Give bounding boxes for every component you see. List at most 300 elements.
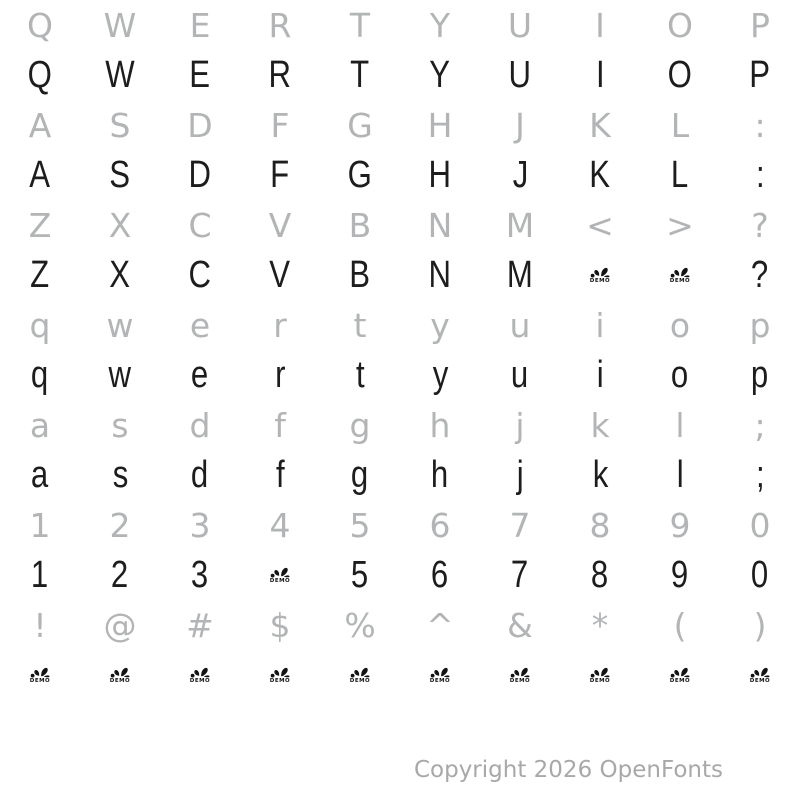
demo-label: DEMO <box>589 677 611 684</box>
demo-font-glyph-row <box>0 250 800 300</box>
glyph-cell <box>240 0 320 50</box>
glyph-char: d <box>189 405 211 445</box>
glyph-char: e <box>191 354 209 396</box>
glyph-cell <box>320 100 400 150</box>
glyph-cell <box>0 350 80 400</box>
glyph-char: L <box>671 154 689 196</box>
demo-ornament-icon <box>270 666 291 678</box>
glyph-cell <box>560 50 640 100</box>
glyph-cell <box>240 250 320 300</box>
glyph-cell <box>0 650 80 700</box>
demo-ornament-icon <box>670 666 691 678</box>
demo-placeholder-glyph <box>430 666 451 685</box>
glyph-char: Z <box>28 205 52 245</box>
glyph-char: 3 <box>191 554 209 596</box>
glyph-char: O <box>667 5 693 45</box>
glyph-cell <box>320 250 400 300</box>
glyph-char: % <box>344 605 376 645</box>
glyph-cell <box>80 250 160 300</box>
glyph-char: 9 <box>669 505 691 545</box>
glyph-char: K <box>589 154 611 196</box>
glyph-cell <box>640 550 720 600</box>
glyph-char: w <box>108 354 132 396</box>
glyph-char: i <box>596 354 604 396</box>
glyph-char: C <box>188 205 212 245</box>
glyph-char: J <box>512 154 528 196</box>
glyph-cell <box>560 550 640 600</box>
glyph-char: N <box>428 254 452 296</box>
glyph-char: G <box>347 154 373 196</box>
glyph-cell <box>480 100 560 150</box>
glyph-char: I <box>595 5 605 45</box>
glyph-cell <box>160 100 240 150</box>
glyph-cell <box>240 150 320 200</box>
glyph-cell <box>560 600 640 650</box>
glyph-cell <box>560 200 640 250</box>
glyph-cell <box>160 450 240 500</box>
demo-label: DEMO <box>669 277 691 284</box>
glyph-char: g <box>349 405 371 445</box>
glyph-char: 2 <box>109 505 131 545</box>
glyph-cell <box>0 100 80 150</box>
glyph-char: 9 <box>671 554 689 596</box>
glyph-char: V <box>269 254 291 296</box>
glyph-char: Q <box>27 54 53 96</box>
glyph-cell <box>480 650 560 700</box>
glyph-cell <box>80 0 160 50</box>
demo-placeholder-glyph <box>110 666 131 685</box>
glyph-cell <box>240 450 320 500</box>
glyph-cell <box>240 200 320 250</box>
glyph-cell <box>0 400 80 450</box>
glyph-cell <box>720 650 800 700</box>
demo-label: DEMO <box>589 277 611 284</box>
glyph-cell <box>480 300 560 350</box>
glyph-char: O <box>667 54 693 96</box>
glyph-cell <box>160 650 240 700</box>
glyph-cell <box>720 350 800 400</box>
glyph-cell <box>560 100 640 150</box>
glyph-char: g <box>351 454 369 496</box>
glyph-char: > <box>666 205 694 245</box>
glyph-cell <box>240 350 320 400</box>
glyph-cell <box>240 600 320 650</box>
glyph-cell <box>560 150 640 200</box>
demo-label: DEMO <box>269 677 291 684</box>
glyph-char: f <box>274 405 286 445</box>
demo-ornament-icon <box>110 666 131 678</box>
glyph-cell <box>320 400 400 450</box>
glyph-char: f <box>275 454 285 496</box>
demo-ornament-icon <box>510 666 531 678</box>
demo-label: DEMO <box>109 677 131 684</box>
glyph-cell <box>640 100 720 150</box>
glyph-char: 8 <box>589 505 611 545</box>
glyph-char: I <box>595 54 605 96</box>
demo-label: DEMO <box>269 577 291 584</box>
demo-label: DEMO <box>509 677 531 684</box>
glyph-cell <box>640 250 720 300</box>
glyph-char: J <box>515 105 525 145</box>
glyph-char: & <box>507 605 533 645</box>
glyph-cell <box>160 200 240 250</box>
glyph-char: S <box>109 154 131 196</box>
demo-label: DEMO <box>29 677 51 684</box>
glyph-char: s <box>111 405 129 445</box>
glyph-char: 0 <box>749 505 771 545</box>
glyph-char: l <box>675 405 685 445</box>
glyph-char: s <box>112 454 128 496</box>
glyph-cell <box>720 150 800 200</box>
glyph-cell <box>400 350 480 400</box>
demo-ornament-icon <box>270 566 291 578</box>
glyph-char: K <box>589 105 611 145</box>
glyph-char: 4 <box>269 505 291 545</box>
glyph-cell <box>560 400 640 450</box>
demo-placeholder-glyph <box>270 666 291 685</box>
glyph-char: L <box>670 105 690 145</box>
glyph-cell <box>160 500 240 550</box>
glyph-char: 6 <box>431 554 449 596</box>
glyph-char: y <box>430 305 450 345</box>
glyph-char: H <box>428 154 452 196</box>
glyph-char: w <box>106 305 134 345</box>
glyph-char: k <box>590 405 610 445</box>
glyph-char: o <box>671 354 689 396</box>
glyph-cell <box>240 100 320 150</box>
glyph-char: h <box>429 405 451 445</box>
demo-ornament-icon <box>590 666 611 678</box>
reference-glyph-row <box>0 200 800 250</box>
glyph-cell <box>560 250 640 300</box>
glyph-char: p <box>749 305 771 345</box>
glyph-cell <box>320 150 400 200</box>
demo-placeholder-glyph <box>750 666 771 685</box>
glyph-cell <box>0 50 80 100</box>
demo-placeholder-glyph <box>590 666 611 685</box>
glyph-cell <box>0 450 80 500</box>
glyph-char: H <box>427 105 453 145</box>
glyph-char: U <box>507 5 533 45</box>
glyph-char: ! <box>33 605 47 645</box>
glyph-cell <box>80 100 160 150</box>
glyph-char: A <box>29 154 51 196</box>
glyph-cell <box>480 400 560 450</box>
glyph-char: Q <box>27 5 53 45</box>
glyph-cell <box>640 500 720 550</box>
glyph-char: q <box>31 354 49 396</box>
glyph-char: W <box>103 5 137 45</box>
glyph-char: ? <box>751 205 769 245</box>
glyph-char: Z <box>30 254 50 296</box>
glyph-cell <box>160 50 240 100</box>
glyph-char: C <box>188 254 212 296</box>
reference-glyph-row <box>0 300 800 350</box>
glyph-char: : <box>754 105 766 145</box>
glyph-cell <box>80 550 160 600</box>
glyph-char: ; <box>754 405 766 445</box>
glyph-cell <box>480 0 560 50</box>
glyph-char: W <box>105 54 135 96</box>
glyph-cell <box>400 0 480 50</box>
glyph-cell <box>480 600 560 650</box>
demo-ornament-icon <box>670 266 691 278</box>
glyph-char: P <box>749 54 771 96</box>
glyph-cell <box>560 500 640 550</box>
copyright-text: Copyright 2026 OpenFonts <box>413 757 723 783</box>
glyph-cell <box>0 500 80 550</box>
glyph-char: F <box>270 154 290 196</box>
glyph-cell <box>320 350 400 400</box>
glyph-cell <box>480 250 560 300</box>
glyph-char: r <box>274 354 286 396</box>
glyph-cell <box>720 450 800 500</box>
glyph-cell <box>240 500 320 550</box>
glyph-cell <box>160 150 240 200</box>
glyph-cell <box>720 500 800 550</box>
glyph-cell <box>720 200 800 250</box>
glyph-char: : <box>755 154 765 196</box>
glyph-cell <box>480 50 560 100</box>
glyph-char: S <box>109 105 131 145</box>
glyph-char: @ <box>103 605 137 645</box>
glyph-cell <box>400 550 480 600</box>
glyph-cell <box>320 300 400 350</box>
glyph-cell <box>160 250 240 300</box>
reference-glyph-row <box>0 100 800 150</box>
glyph-cell <box>720 250 800 300</box>
glyph-char: A <box>28 105 52 145</box>
demo-ornament-icon <box>590 266 611 278</box>
glyph-cell <box>0 300 80 350</box>
demo-font-glyph-row <box>0 350 800 400</box>
demo-placeholder-glyph <box>190 666 211 685</box>
glyph-char: P <box>750 5 770 45</box>
glyph-cell <box>320 50 400 100</box>
glyph-cell <box>320 600 400 650</box>
demo-label: DEMO <box>189 677 211 684</box>
demo-placeholder-glyph <box>270 566 291 585</box>
glyph-cell <box>720 50 800 100</box>
glyph-char: ( <box>673 605 687 645</box>
glyph-cell <box>400 100 480 150</box>
demo-placeholder-glyph <box>510 666 531 685</box>
glyph-char: # <box>186 605 214 645</box>
demo-ornament-icon <box>750 666 771 678</box>
glyph-char: 5 <box>351 554 369 596</box>
glyph-char: T <box>349 5 371 45</box>
glyph-cell <box>720 0 800 50</box>
glyph-char: 6 <box>429 505 451 545</box>
glyph-char: M <box>507 254 533 296</box>
glyph-char: t <box>355 354 365 396</box>
glyph-char: R <box>268 5 292 45</box>
glyph-cell <box>640 150 720 200</box>
glyph-cell <box>400 250 480 300</box>
glyph-char: u <box>509 305 531 345</box>
demo-font-glyph-row <box>0 650 800 700</box>
demo-placeholder-glyph <box>670 266 691 285</box>
glyph-char: E <box>189 54 211 96</box>
glyph-cell <box>320 0 400 50</box>
glyph-char: ) <box>753 605 767 645</box>
glyph-char: E <box>189 5 211 45</box>
glyph-char: * <box>591 605 609 645</box>
glyph-cell <box>560 650 640 700</box>
glyph-cell <box>80 400 160 450</box>
glyph-cell <box>240 650 320 700</box>
glyph-cell <box>160 550 240 600</box>
glyph-cell <box>640 650 720 700</box>
glyph-cell <box>80 650 160 700</box>
reference-glyph-row <box>0 500 800 550</box>
glyph-cell <box>160 600 240 650</box>
glyph-cell <box>80 600 160 650</box>
glyph-char: h <box>431 454 449 496</box>
demo-label: DEMO <box>749 677 771 684</box>
glyph-cell <box>0 600 80 650</box>
glyph-cell <box>400 650 480 700</box>
glyph-cell <box>320 500 400 550</box>
glyph-char: a <box>31 454 49 496</box>
glyph-char: k <box>592 454 608 496</box>
glyph-char: R <box>268 54 292 96</box>
demo-label: DEMO <box>669 677 691 684</box>
glyph-cell <box>400 150 480 200</box>
glyph-cell <box>80 350 160 400</box>
glyph-char: T <box>350 54 370 96</box>
demo-font-glyph-row <box>0 50 800 100</box>
glyph-cell <box>560 350 640 400</box>
glyph-cell <box>720 400 800 450</box>
glyph-char: X <box>108 205 132 245</box>
glyph-cell <box>320 650 400 700</box>
glyph-char: d <box>191 454 209 496</box>
demo-placeholder-glyph <box>590 266 611 285</box>
glyph-char: D <box>188 154 212 196</box>
demo-placeholder-glyph <box>350 666 371 685</box>
glyph-char: U <box>508 54 532 96</box>
glyph-char: u <box>511 354 529 396</box>
glyph-cell <box>240 300 320 350</box>
glyph-char: $ <box>269 605 291 645</box>
glyph-cell <box>640 200 720 250</box>
glyph-cell <box>320 450 400 500</box>
glyph-cell <box>80 300 160 350</box>
glyph-char: B <box>348 205 372 245</box>
glyph-char: G <box>347 105 373 145</box>
glyph-char: N <box>427 205 453 245</box>
glyph-char: i <box>595 305 605 345</box>
glyph-cell <box>80 500 160 550</box>
glyph-cell <box>160 300 240 350</box>
glyph-char: o <box>669 305 691 345</box>
glyph-cell <box>80 450 160 500</box>
glyph-cell <box>240 400 320 450</box>
glyph-char: < <box>586 205 614 245</box>
glyph-cell <box>400 200 480 250</box>
glyph-char: ; <box>755 454 765 496</box>
glyph-cell <box>720 300 800 350</box>
demo-ornament-icon <box>30 666 51 678</box>
glyph-char: j <box>515 405 525 445</box>
glyph-char: 0 <box>751 554 769 596</box>
glyph-char: 8 <box>591 554 609 596</box>
glyph-char: Y <box>429 54 451 96</box>
glyph-char: D <box>187 105 213 145</box>
demo-ornament-icon <box>190 666 211 678</box>
glyph-cell <box>480 450 560 500</box>
demo-label: DEMO <box>349 677 371 684</box>
glyph-char: l <box>676 454 684 496</box>
glyph-cell <box>80 200 160 250</box>
glyph-cell <box>560 450 640 500</box>
glyph-cell <box>480 550 560 600</box>
glyph-cell <box>400 400 480 450</box>
glyph-cell <box>720 600 800 650</box>
reference-glyph-row <box>0 0 800 50</box>
glyph-cell <box>160 350 240 400</box>
demo-font-glyph-row <box>0 550 800 600</box>
glyph-cell <box>640 400 720 450</box>
glyph-cell <box>560 0 640 50</box>
glyph-cell <box>560 300 640 350</box>
glyph-char: a <box>29 405 51 445</box>
glyph-char: B <box>349 254 371 296</box>
glyph-char: e <box>189 305 211 345</box>
reference-glyph-row <box>0 400 800 450</box>
glyph-cell <box>240 550 320 600</box>
glyph-cell <box>400 300 480 350</box>
demo-label: DEMO <box>429 677 451 684</box>
glyph-char: y <box>432 354 448 396</box>
glyph-char: t <box>353 305 367 345</box>
glyph-cell <box>640 600 720 650</box>
glyph-char: 1 <box>31 554 49 596</box>
glyph-char: Y <box>429 5 451 45</box>
glyph-cell <box>0 550 80 600</box>
glyph-char: 3 <box>189 505 211 545</box>
glyph-char: ? <box>751 254 769 296</box>
glyph-char: 5 <box>349 505 371 545</box>
glyph-char: 2 <box>111 554 129 596</box>
reference-glyph-row <box>0 600 800 650</box>
glyph-char: 7 <box>511 554 529 596</box>
glyph-cell <box>400 450 480 500</box>
glyph-cell <box>480 150 560 200</box>
glyph-cell <box>0 0 80 50</box>
glyph-char: 7 <box>509 505 531 545</box>
demo-ornament-icon <box>430 666 451 678</box>
glyph-char: V <box>268 205 292 245</box>
glyph-char: j <box>516 454 524 496</box>
demo-ornament-icon <box>350 666 371 678</box>
demo-font-glyph-row <box>0 450 800 500</box>
glyph-cell <box>480 500 560 550</box>
glyph-char: r <box>273 305 287 345</box>
glyph-cell <box>0 150 80 200</box>
demo-placeholder-glyph <box>30 666 51 685</box>
glyph-cell <box>400 50 480 100</box>
glyph-cell <box>240 50 320 100</box>
glyph-char: X <box>109 254 131 296</box>
demo-placeholder-glyph <box>670 666 691 685</box>
glyph-cell <box>0 250 80 300</box>
glyph-cell <box>160 400 240 450</box>
glyph-cell <box>640 450 720 500</box>
glyph-cell <box>480 350 560 400</box>
glyph-cell <box>400 600 480 650</box>
